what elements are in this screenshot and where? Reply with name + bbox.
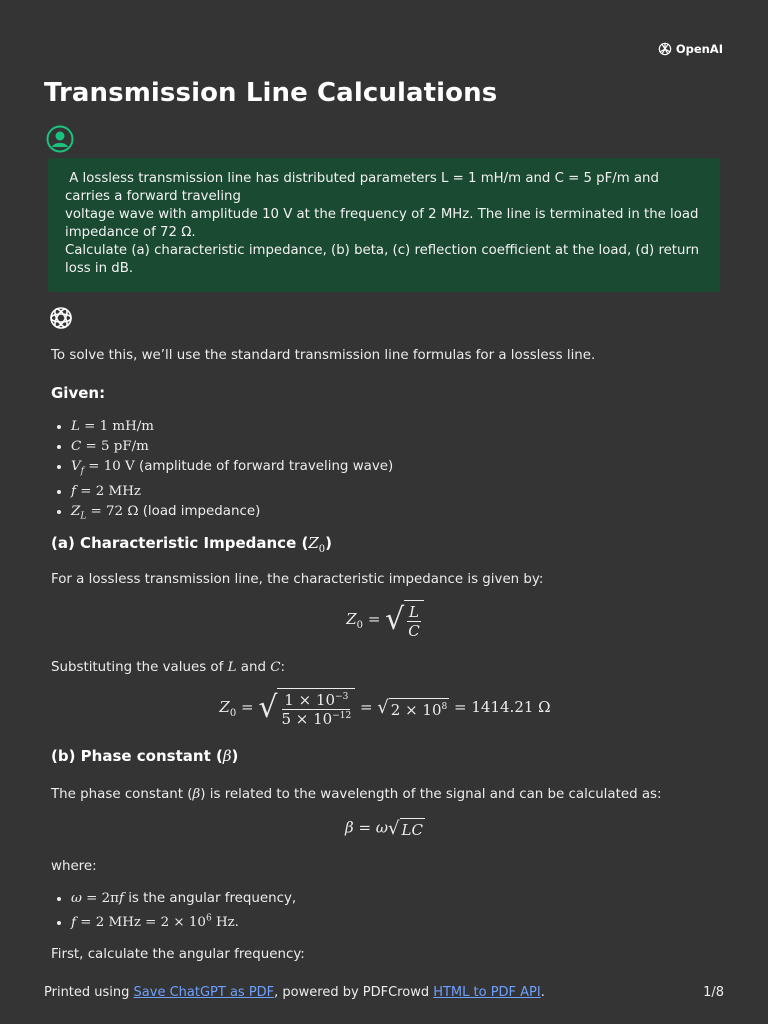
z0-result: 1414.21 Ω — [471, 698, 551, 716]
page-number: 1/8 — [703, 985, 724, 1000]
print-footer: Printed using Save ChatGPT as PDF, powered by PDFCrowd HTML to PDF API. — [44, 985, 545, 1000]
list-item: • f = 2 MHz — [71, 482, 393, 502]
save-chatgpt-pdf-link[interactable]: Save ChatGPT as PDF — [133, 985, 275, 1000]
section-a-text: For a lossless transmission line, the characteristic impedance is given by: — [51, 572, 544, 587]
list-item: • ω = 2πf is the angular frequency, — [71, 889, 296, 909]
given-list — [51, 417, 393, 526]
openai-logo-icon — [657, 41, 673, 57]
chatgpt-icon — [47, 304, 75, 332]
user-avatar-icon — [46, 125, 74, 153]
page-title: Transmission Line Calculations — [44, 78, 498, 108]
prompt-line: A lossless transmission line has distributed parameters L = 1 mH/m and C = 5 pF/m and carries a forward traveling — [65, 171, 664, 204]
substituting-text: Substituting the values of L and C: — [51, 660, 285, 675]
section-a-heading: (a) Characteristic Impedance $(Z_0)$ — [51, 534, 332, 555]
equation-z0-calc: $Z_0$ = √ $\frac{1 \times 10^{-3}}{5 \times 10^{-12}}$ = √ $2 \times 10^8$ = 1414.21 Ω — [219, 690, 551, 728]
prompt-line: voltage wave with amplitude 10 V at the frequency of 2 MHz. The line is terminated in the load impedance of 72 Ω. — [65, 207, 703, 240]
list-item: • $V_f = 10$ V (amplitude of forward traveling wave) — [71, 457, 393, 482]
equation-z0: $Z_0$ = √ $\frac{L}{C}$ — [51, 600, 719, 640]
first-calc-text: First, calculate the angular frequency: — [51, 947, 305, 962]
intro-text: To solve this, we’ll use the standard transmission line formulas for a lossless line. — [51, 348, 596, 363]
given-heading: Given: — [51, 384, 106, 402]
brand-logo — [657, 41, 723, 57]
html-to-pdf-api-link[interactable]: HTML to PDF API — [433, 985, 541, 1000]
section-b-heading: (b) Phase constant (β) — [51, 747, 239, 765]
equation-beta: β = ω √ LC — [345, 817, 423, 839]
brand-name: OpenAI — [675, 42, 723, 56]
prompt-line: Calculate (a) characteristic impedance, (b) beta, (c) reflection coefficient at the load, (d) return loss in dB. — [65, 243, 704, 276]
user-prompt — [48, 158, 720, 292]
list-item: • C = 5 pF/m — [71, 437, 393, 457]
list-item: • L = 1 mH/m — [71, 417, 393, 437]
where-text: where: — [51, 859, 97, 874]
list-item: • f = 2 MHz = $2 \times 10^6$ Hz. — [71, 909, 296, 933]
where-list — [51, 889, 296, 933]
list-item: • $Z_L = 72$ Ω (load impedance) — [71, 502, 393, 527]
section-b-text: The phase constant (β) is related to the wavelength of the signal and can be calculated as: — [51, 787, 662, 802]
